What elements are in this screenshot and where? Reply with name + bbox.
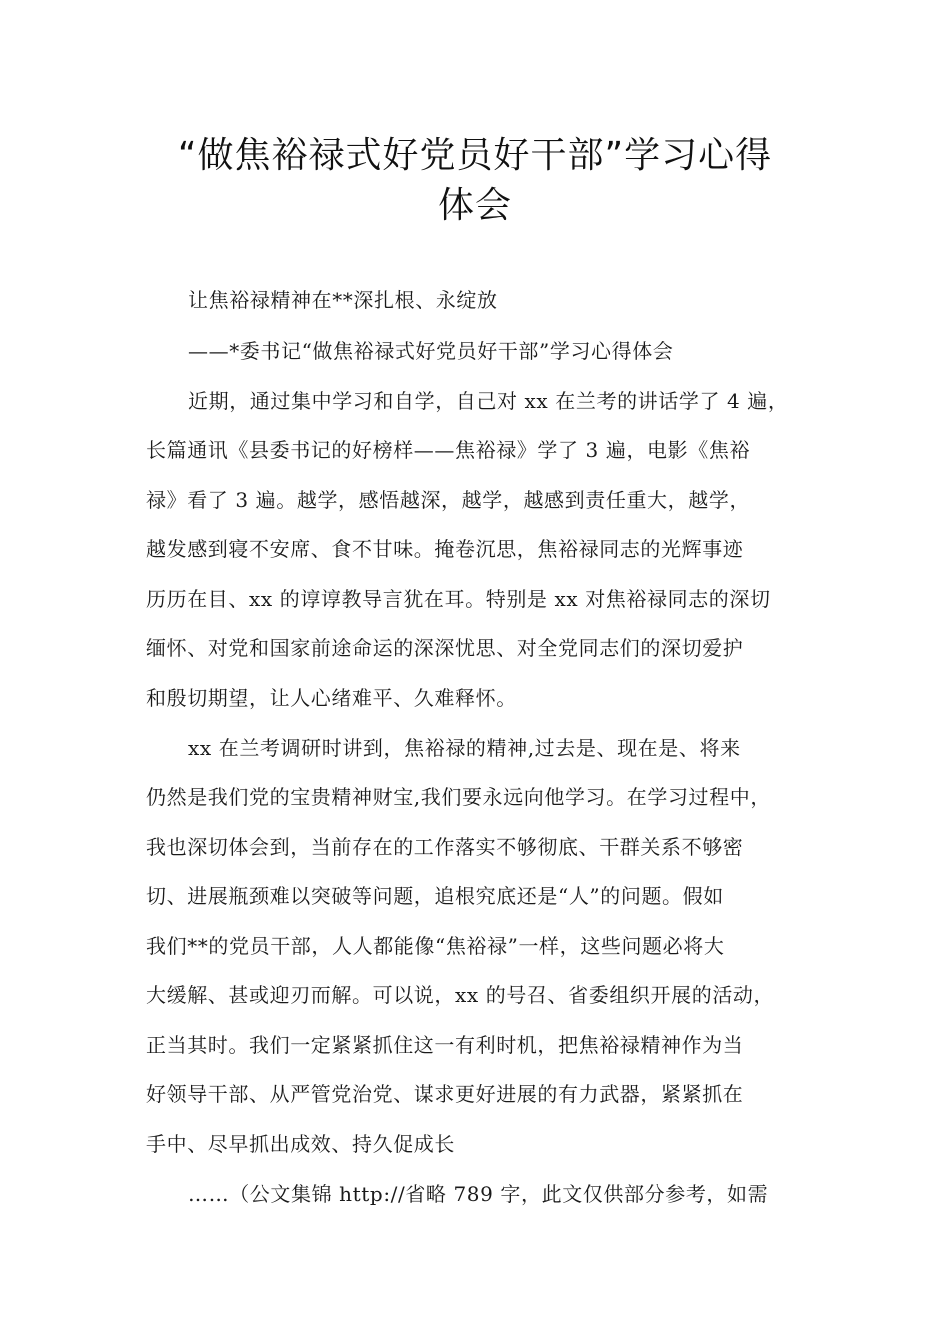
paragraph-2-line: xx 在兰考调研时讲到，焦裕禄的精神,过去是、现在是、将来 bbox=[188, 736, 741, 760]
footer-note: ……（公文集锦 http://省略 789 字，此文仅供部分参考，如需 bbox=[188, 1182, 769, 1206]
paragraph-2-line: 正当其时。我们一定紧紧抓住这一有利时机，把焦裕禄精神作为当 bbox=[146, 1033, 744, 1057]
paragraph-1-line: 历历在目、xx 的谆谆教导言犹在耳。特别是 xx 对焦裕禄同志的深切 bbox=[146, 587, 771, 611]
paragraph-2-line: 我也深切体会到，当前存在的工作落实不够彻底、干群关系不够密 bbox=[146, 835, 744, 859]
paragraph-2-line: 大缓解、甚或迎刃而解。可以说，xx 的号召、省委组织开展的活动， bbox=[146, 983, 775, 1007]
paragraph-1-line: 缅怀、对党和国家前途命运的深深忧思、对全党同志们的深切爱护 bbox=[146, 636, 744, 660]
paragraph-1-line: 禄》看了 3 遍。越学，感悟越深，越学，越感到责任重大，越学， bbox=[146, 488, 751, 512]
paragraph-2-line: 好领导干部、从严管党治党、谋求更好进展的有力武器，紧紧抓在 bbox=[146, 1082, 744, 1106]
paragraph-1-line: 近期，通过集中学习和自学，自己对 xx 在兰考的讲话学了 4 遍， bbox=[188, 389, 789, 413]
paragraph-2-line: 手中、尽早抓出成效、持久促成长 bbox=[146, 1132, 455, 1156]
paragraph-1-line: 越发感到寝不安席、食不甘味。掩卷沉思，焦裕禄同志的光辉事迹 bbox=[146, 537, 744, 561]
subtitle: 让焦裕禄精神在**深扎根、永绽放 bbox=[188, 288, 498, 312]
document-title-line-1: “做焦裕禄式好党员好干部”学习心得 bbox=[177, 135, 773, 176]
paragraph-2-line: 我们**的党员干部，人人都能像“焦裕禄”一样，这些问题必将大 bbox=[146, 934, 725, 958]
paragraph-1-line: 长篇通讯《县委书记的好榜样——焦裕禄》学了 3 遍，电影《焦裕 bbox=[146, 438, 751, 462]
paragraph-1-line: 和殷切期望，让人心绪难平、久难释怀。 bbox=[146, 686, 517, 710]
paragraph-2-line: 切、进展瓶颈难以突破等问题，追根究底还是“人”的问题。假如 bbox=[146, 884, 724, 908]
paragraph-2-line: 仍然是我们党的宝贵精神财宝,我们要永远向他学习。在学习过程中， bbox=[146, 785, 771, 809]
document-title-line-2: 体会 bbox=[437, 185, 512, 226]
byline: ——*委书记“做焦裕禄式好党员好干部”学习心得体会 bbox=[188, 339, 674, 363]
